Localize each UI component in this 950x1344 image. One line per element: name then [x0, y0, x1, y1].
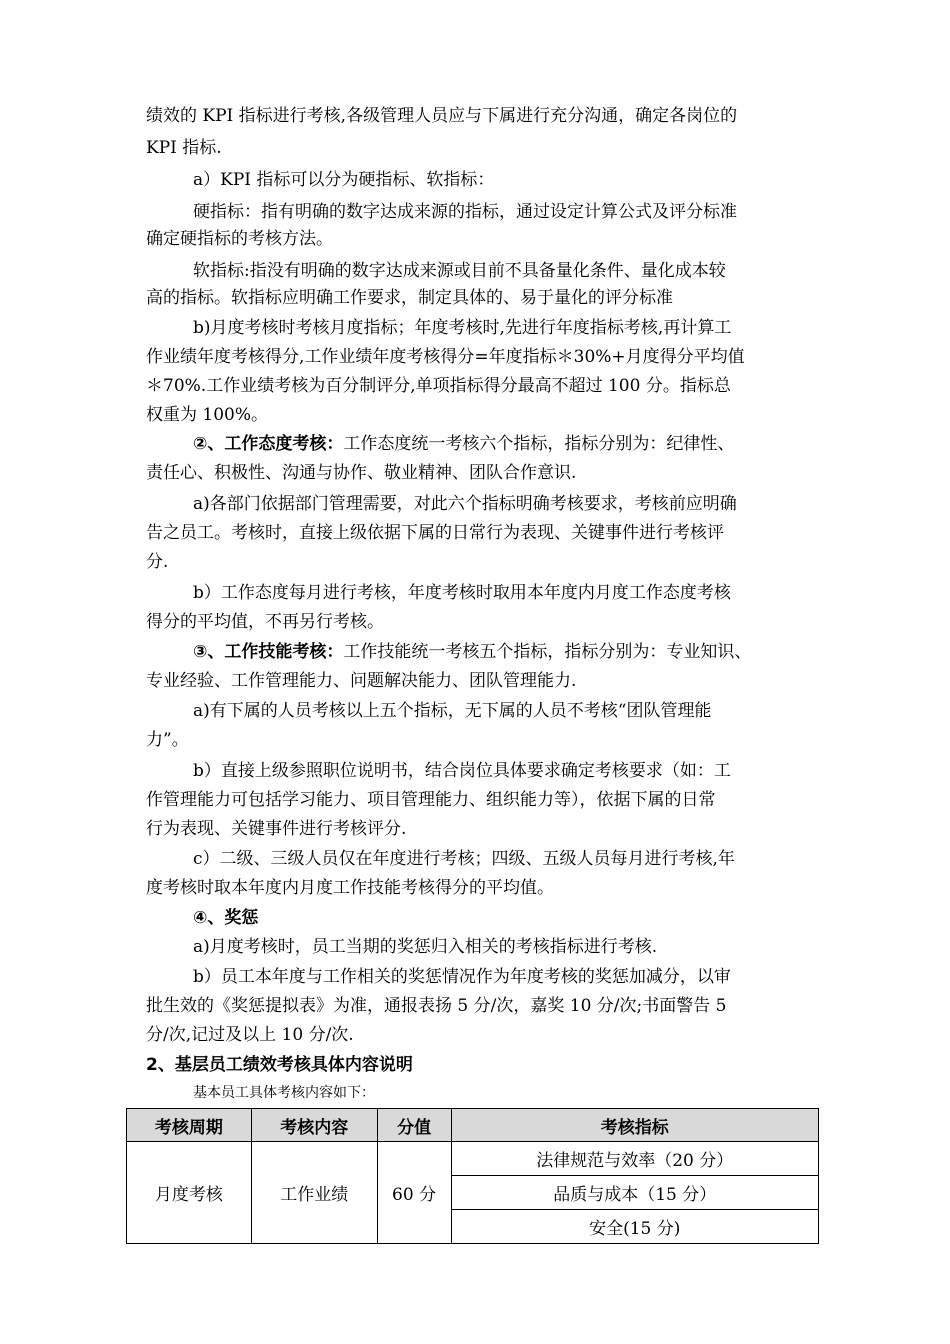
table-cell-indicator: 法律规范与效率（20 分） [451, 1142, 818, 1176]
table-header-cell: 考核周期 [127, 1109, 252, 1142]
table-cell-indicator: 安全(15 分) [451, 1210, 818, 1244]
section-2-intro: 基本员工具体考核内容如下： [193, 1085, 375, 1101]
text-line: b)月度考核时考核月度指标；年度考核时,先进行年度指标考核,再计算工 [193, 318, 732, 338]
text-line: 责任心、积极性、沟通与协作、敬业精神、团队合作意识. [146, 463, 577, 483]
assessment-table [126, 1108, 819, 1244]
section-heading: ④、奖惩 [193, 908, 259, 928]
text-line: 作管理能力可包括学习能力、项目管理能力、组织能力等），依据下属的日常 [146, 790, 716, 810]
text-line: a)各部门依据部门管理需要，对此六个指标明确考核要求，考核前应明确 [193, 494, 737, 514]
text-line: ＊70%.工作业绩考核为百分制评分,单项指标得分最高不超过 100 分。指标总 [146, 376, 731, 396]
table-header-cell: 考核指标 [451, 1109, 818, 1142]
table-cell-score: 60 分 [377, 1142, 451, 1244]
text-line: ③、工作技能考核：工作技能统一考核五个指标，指标分别为：专业知识、 [193, 642, 752, 662]
text-line: 专业经验、工作管理能力、问题解决能力、团队管理能力. [146, 671, 577, 691]
text-line: a)有下属的人员考核以上五个指标，无下属的人员不考核“团队管理能 [193, 701, 712, 721]
text-line: 分/次,记过及以上 10 分/次. [146, 1025, 354, 1045]
text-line: ②、工作态度考核：工作态度统一考核六个指标，指标分别为：纪律性、 [193, 434, 735, 454]
text-line: 软指标:指没有明确的数字达成来源或目前不具备量化条件、量化成本较 [193, 261, 726, 281]
section-heading: ③、工作技能考核： [193, 642, 344, 662]
table-cell-content: 工作业绩 [251, 1142, 377, 1244]
text-line: 得分的平均值，不再另行考核。 [146, 612, 384, 632]
text-line: 确定硬指标的考核方法。 [146, 229, 333, 249]
text-line: 绩效的 KPI 指标进行考核,各级管理人员应与下属进行充分沟通，确定各岗位的 [146, 106, 738, 126]
text-line: a)月度考核时，员工当期的奖惩归入相关的考核指标进行考核. [193, 937, 658, 957]
table-row [127, 1142, 819, 1176]
table-header-row [127, 1109, 819, 1142]
text-line: b）员工本年度与工作相关的奖惩情况作为年度考核的奖惩加减分，以审 [193, 967, 731, 987]
text-line: 分. [146, 552, 169, 572]
section-heading: ②、工作态度考核： [193, 434, 344, 454]
text-line: 高的指标。软指标应明确工作要求，制定具体的、易于量化的评分标准 [146, 288, 673, 308]
text-line: b）直接上级参照职位说明书，结合岗位具体要求确定考核要求（如：工 [193, 761, 731, 781]
text-line: 作业绩年度考核得分,工作业绩年度考核得分=年度指标＊30%+月度得分平均值 [146, 347, 745, 367]
text-line [193, 906, 258, 930]
table-header-cell: 考核内容 [251, 1109, 377, 1142]
table-cell-indicator: 品质与成本（15 分） [451, 1176, 818, 1210]
text-line: 权重为 100%。 [146, 405, 269, 425]
text-line: 行为表现、关键事件进行考核评分. [146, 819, 407, 839]
text-line: KPI 指标. [146, 138, 222, 158]
text-line: 告之员工。考核时，直接上级依据下属的日常行为表现、关键事件进行考核评 [146, 523, 724, 543]
text-line: b）工作态度每月进行考核，年度考核时取用本年度内月度工作态度考核 [193, 583, 731, 603]
text-line: 力”。 [146, 730, 189, 750]
text-line: 度考核时取本年度内月度工作技能考核得分的平均值。 [146, 878, 554, 898]
text-line: a）KPI 指标可以分为硬指标、软指标： [193, 170, 495, 190]
text-line: 硬指标：指有明确的数字达成来源的指标，通过设定计算公式及评分标准 [193, 202, 737, 222]
text-line: 批生效的《奖惩提拟表》为准，通报表扬 5 分/次，嘉奖 10 分/次;书面警告 5 [146, 996, 727, 1016]
table-header-cell: 分值 [377, 1109, 451, 1142]
section-2-heading: 2、基层员工绩效考核具体内容说明 [146, 1055, 413, 1075]
text-line: c）二级、三级人员仅在年度进行考核；四级、五级人员每月进行考核,年 [193, 849, 735, 869]
table-cell-period: 月度考核 [127, 1142, 252, 1244]
